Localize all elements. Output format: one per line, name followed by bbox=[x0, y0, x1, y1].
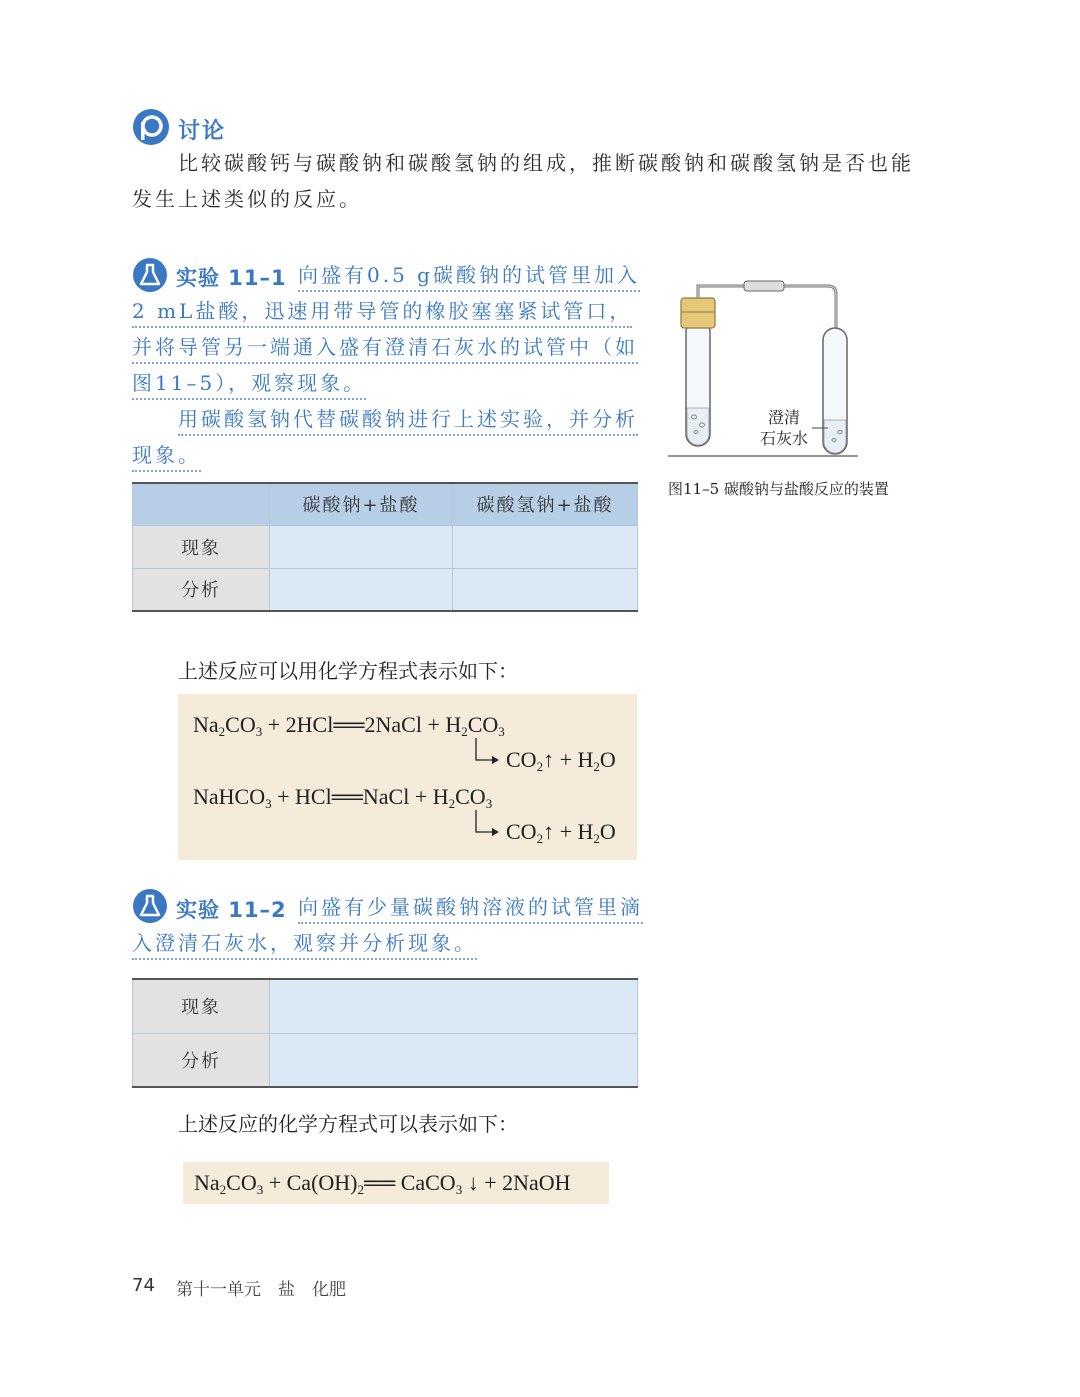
experiment-table-1 bbox=[132, 482, 638, 612]
equation-3: $Na_2CO_3$ + $Ca(OH)_2══$ CaCO$_3$ ↓ + 2NaOH bbox=[194, 1170, 571, 1197]
experiment-table-2 bbox=[132, 978, 638, 1088]
equation-1: $Na_2CO_3$ + 2HCl══2NaCl + $H_2CO_3$ bbox=[193, 712, 505, 739]
discussion-line-1: 比较碳酸钙与碳酸钠和碳酸氢钠的组成，推断碳酸钠和碳酸氢钠是否也能 bbox=[178, 151, 914, 175]
equation-2-product: $CO_2↑ + H_2O$ bbox=[506, 819, 616, 846]
equation-1-product: $CO_2↑ + H_2O$ bbox=[506, 747, 616, 774]
equation-intro-1: 上述反应可以用化学方程式表示如下： bbox=[178, 659, 518, 683]
chapter-title: 第十一单元 盐 化肥 bbox=[176, 1280, 346, 1300]
discussion-title: 讨论 bbox=[178, 119, 227, 144]
table1-row-label: 分析 bbox=[133, 568, 270, 611]
exp1-line-2: 2 mL盐酸，迅速用带导管的橡胶塞塞紧试管口， bbox=[132, 296, 632, 328]
flask-icon bbox=[132, 888, 168, 928]
flask-icon bbox=[132, 257, 168, 297]
table2-row-label: 现象 bbox=[133, 979, 270, 1033]
exp1-line-5: 用碳酸氢钠代替碳酸钠进行上述实验，并分析 bbox=[178, 404, 638, 436]
table2-cell[interactable] bbox=[270, 1033, 638, 1087]
exp1-line-6: 现象。 bbox=[132, 440, 201, 472]
exp2-title: 实验 11–2 bbox=[176, 898, 287, 922]
figure-caption: 图11–5 碳酸钠与盐酸反应的装置 bbox=[668, 480, 889, 498]
table1-cell[interactable] bbox=[453, 525, 638, 568]
page-number: 74 bbox=[132, 1275, 155, 1296]
exp1-line-4: 图11–5），观察现象。 bbox=[132, 368, 366, 400]
table2-cell[interactable] bbox=[270, 979, 638, 1033]
equation-intro-2: 上述反应的化学方程式可以表示如下： bbox=[178, 1112, 518, 1136]
decompose-arrow-1 bbox=[474, 738, 504, 766]
equation-box-2 bbox=[183, 1162, 609, 1204]
equation-box-1 bbox=[178, 694, 637, 860]
discussion-icon bbox=[132, 108, 170, 150]
exp1-title: 实验 11–1 bbox=[176, 266, 287, 290]
table2-row-label: 分析 bbox=[133, 1033, 270, 1087]
equation-2: NaHCO$_3$ + HCl══NaCl + $H_2CO_3$ bbox=[193, 784, 493, 811]
apparatus-label-1: 澄清 bbox=[768, 408, 801, 427]
apparatus-label-2: 石灰水 bbox=[760, 429, 809, 448]
decompose-arrow-2 bbox=[474, 810, 504, 838]
table1-cell[interactable] bbox=[270, 525, 453, 568]
exp2-line-1: 向盛有少量碳酸钠溶液的试管里滴 bbox=[298, 892, 643, 924]
table1-cell[interactable] bbox=[453, 568, 638, 611]
table1-corner bbox=[133, 483, 270, 525]
table1-row-label: 现象 bbox=[133, 525, 270, 568]
table1-cell[interactable] bbox=[270, 568, 453, 611]
table1-header-2: 碳酸氢钠+盐酸 bbox=[453, 483, 638, 525]
table1-header-1: 碳酸钠+盐酸 bbox=[270, 483, 453, 525]
exp1-line-1: 向盛有0.5 g碳酸钠的试管里加入 bbox=[298, 260, 640, 292]
discussion-line-2: 发生上述类似的反应。 bbox=[132, 187, 362, 211]
exp1-line-3: 并将导管另一端通入盛有澄清石灰水的试管中（如 bbox=[132, 332, 638, 364]
exp2-line-2: 入澄清石灰水，观察并分析现象。 bbox=[132, 928, 477, 960]
